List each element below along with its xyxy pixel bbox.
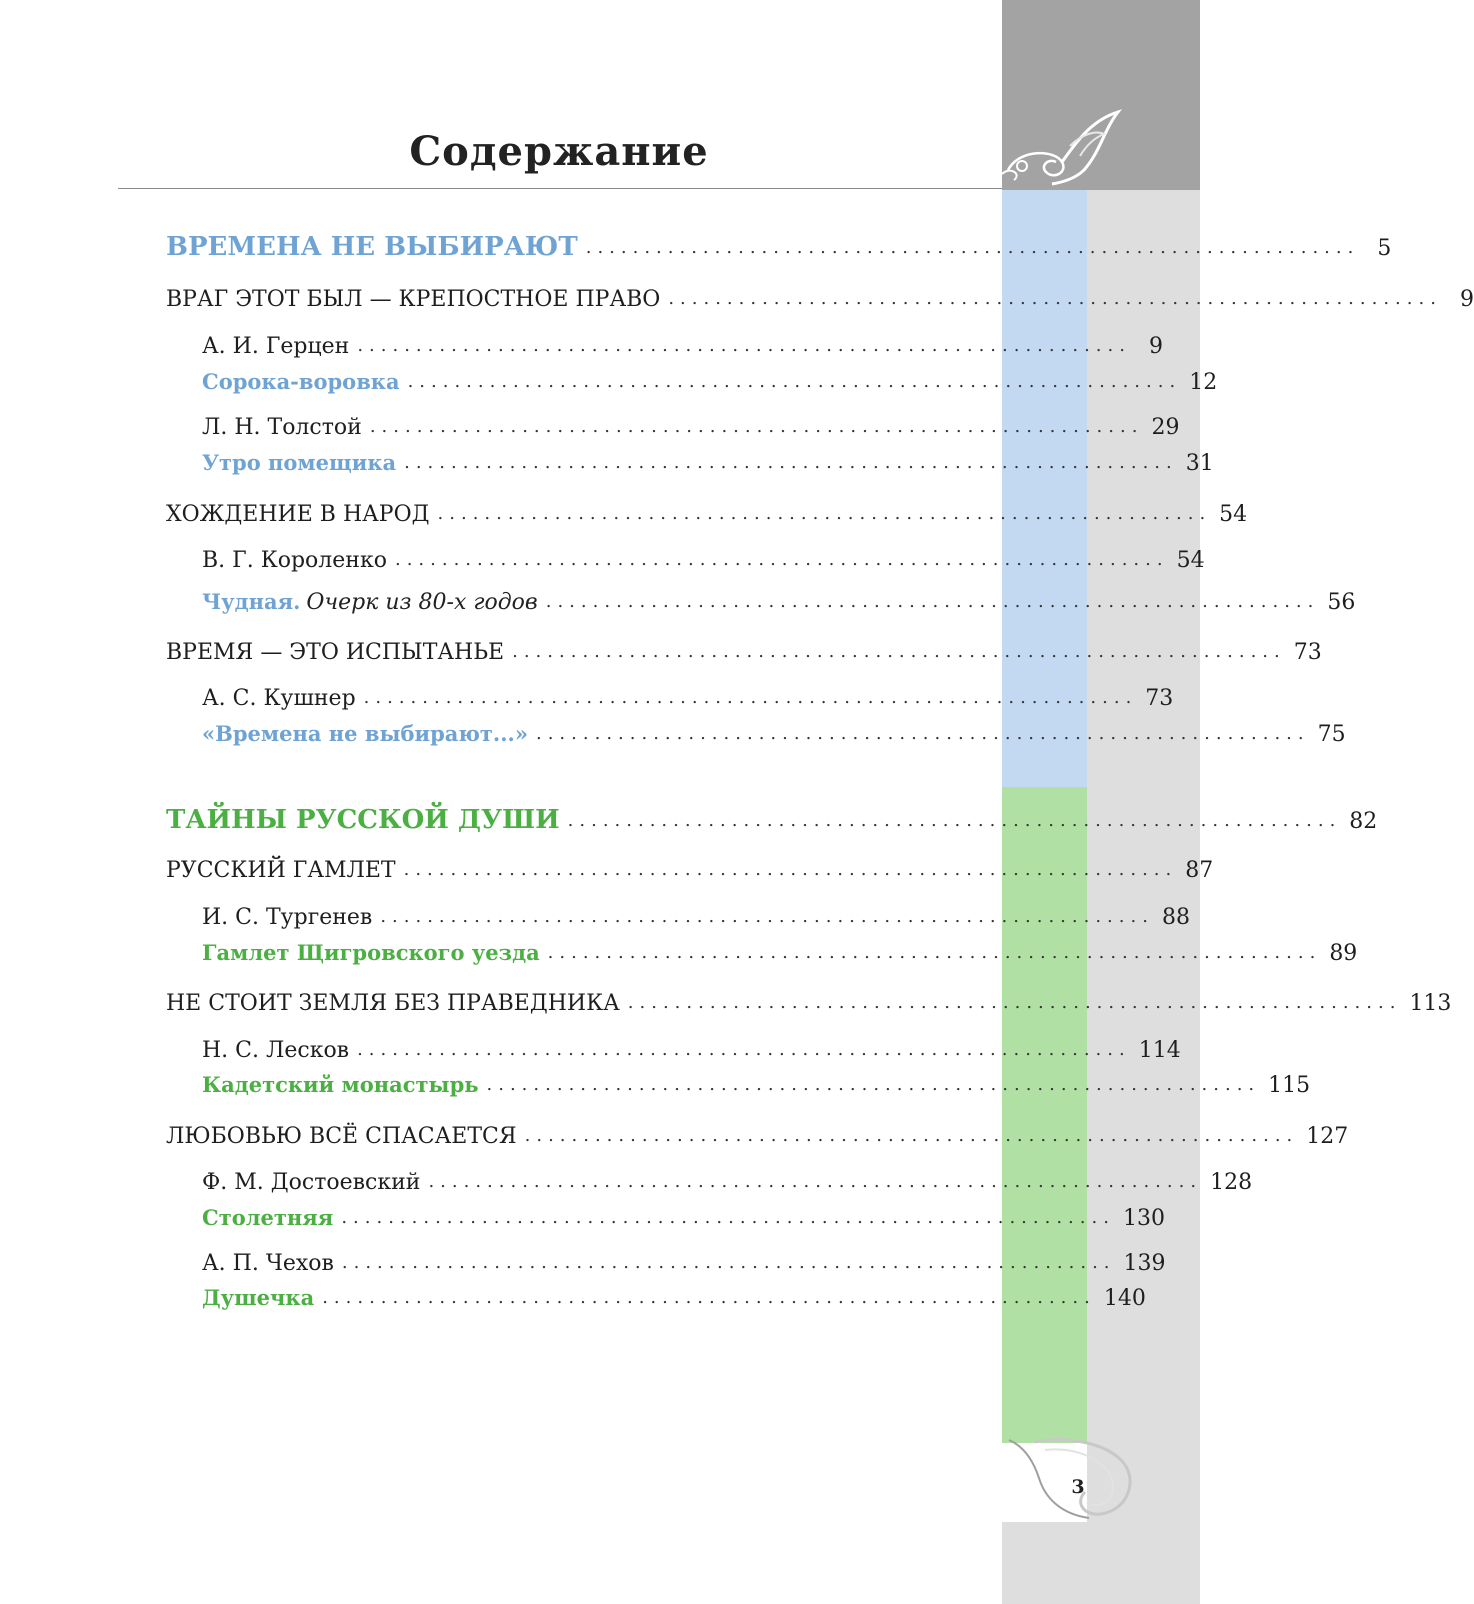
toc-entry-title: «Времена не выбирают...» [202,721,528,746]
leader-dots: .................................................................. [428,1171,1203,1192]
toc-author[interactable] [202,548,1205,580]
toc-work[interactable] [202,369,1218,401]
toc-entry-title: Н. С. Лесков [202,1038,350,1063]
toc-entry-title: НЕ СТОИТ ЗЕМЛЯ БЕЗ ПРАВЕДНИКА [166,991,620,1016]
toc-page-number: 54 [1219,502,1248,527]
toc-entry-title: ВРЕМЕНА НЕ ВЫБИРАЮТ [166,232,578,262]
toc-chapter[interactable] [166,502,1248,534]
toc-page-number: 128 [1210,1170,1253,1195]
toc-page-number: 82 [1349,809,1378,834]
toc-page-number: 139 [1123,1251,1166,1276]
toc-page-number: 73 [1145,686,1174,711]
toc-entry-title: Чудная. [202,589,301,614]
leader-dots: .................................................................. [437,503,1212,524]
toc-work[interactable] [202,1205,1165,1237]
toc-chapter[interactable] [166,858,1214,890]
leader-dots: .................................................................. [369,416,1144,437]
toc-page-number: 29 [1151,415,1180,440]
toc-author[interactable] [202,905,1190,937]
leader-dots: .................................................................. [341,1207,1115,1228]
toc-author[interactable] [202,686,1174,718]
toc-page-number: 73 [1293,640,1322,665]
toc-page-number: 56 [1327,590,1356,615]
toc-author[interactable] [202,1170,1253,1202]
leader-dots: .................................................................. [357,335,1131,356]
toc-work[interactable] [202,940,1358,972]
toc-entry-title: Сорока-воровка [202,369,400,394]
toc-work[interactable] [202,589,1356,621]
toc-page-number: 140 [1103,1286,1146,1311]
toc-entry-title: А. С. Кушнер [202,686,356,711]
leader-dots: .................................................................. [407,371,1182,392]
toc-page-number: 9 [1459,287,1474,312]
toc-work[interactable] [202,721,1346,753]
toc-entry-title: ХОЖДЕНИЕ В НАРОД [166,502,430,527]
toc-work[interactable] [202,450,1214,482]
band-section-two [1002,787,1087,1443]
toc-work[interactable] [202,1072,1311,1104]
toc-entry-title: И. С. Тургенев [202,905,373,930]
leader-dots: .................................................................. [524,1125,1299,1146]
leader-dots: .................................................................. [545,591,1320,612]
toc-entry-title: Столетняя [202,1205,334,1230]
toc-entry-title: Л. Н. Толстой [202,415,362,440]
toc-page-number: 88 [1161,905,1190,930]
leader-dots: .................................................................. [547,942,1322,963]
toc-entry-title: Гамлет Щигровского уезда [202,940,540,965]
toc-entry-title: Душечка [202,1285,315,1310]
toc-author[interactable] [202,415,1180,447]
toc-part-heading[interactable] [166,232,1392,264]
toc-entry-title: ТАЙНЫ РУССКОЙ ДУШИ [166,805,560,835]
toc-page-number: 87 [1185,858,1214,883]
leader-dots: .................................................................. [535,723,1310,744]
leader-dots: .................................................................. [380,906,1154,927]
toc-entry-title: В. Г. Короленко [202,548,387,573]
toc-author[interactable] [202,1251,1166,1283]
page-number: 3 [1071,1476,1085,1498]
toc-page-number: 113 [1409,991,1452,1016]
leader-dots: .................................................................. [394,549,1169,570]
leader-dots: .................................................................. [585,237,1360,258]
toc-chapter[interactable] [166,991,1452,1023]
leader-dots: .................................................................. [486,1074,1261,1095]
toc-entry-title: Ф. М. Достоевский [202,1170,421,1195]
toc-author[interactable] [202,334,1163,366]
toc-page-number: 130 [1122,1206,1165,1231]
leader-dots: .................................................................. [403,859,1178,880]
toc-part-heading[interactable] [166,805,1378,837]
toc-entry-subtitle: Очерк из 80-х годов [306,590,538,615]
toc-entry-title: А. П. Чехов [202,1251,334,1276]
toc-entry-title: РУССКИЙ ГАМЛЕТ [166,858,396,883]
toc-entry-title: ВРЕМЯ — ЭТО ИСПЫТАНЬЕ [166,640,505,665]
toc-chapter[interactable] [166,640,1322,672]
leader-dots: .................................................................. [512,641,1286,662]
toc-page-number: 31 [1185,451,1214,476]
leader-dots: .................................................................. [341,1252,1116,1273]
toc-chapter[interactable] [166,287,1474,319]
leader-dots: .................................................................. [322,1287,1096,1308]
toc-page-number: 114 [1138,1038,1181,1063]
leader-dots: .................................................................. [567,810,1342,831]
toc-entry-title: А. И. Герцен [202,334,350,359]
toc-entry-title: ВРАГ ЭТОТ БЫЛ — КРЕПОСТНОЕ ПРАВО [166,287,661,312]
leader-dots: .................................................................. [627,992,1402,1013]
leader-dots: .................................................................. [363,687,1138,708]
page-title: Содержание [409,128,709,175]
toc-entry-title: Кадетский монастырь [202,1072,479,1097]
toc-page-number: 54 [1176,548,1205,573]
toc-entry-title: ЛЮБОВЬЮ ВСЁ СПАСАЕТСЯ [166,1124,517,1149]
toc-page-number: 5 [1377,236,1392,261]
leader-dots: .................................................................. [668,288,1442,309]
leader-dots: .................................................................. [404,452,1178,473]
toc-page-number: 115 [1268,1073,1311,1098]
toc-page-number: 127 [1306,1124,1349,1149]
toc-author[interactable] [202,1038,1181,1070]
toc-page-number: 89 [1329,941,1358,966]
swirl-ornament-icon [1000,100,1130,190]
band-bottom-gray [1002,1522,1200,1604]
toc-chapter[interactable] [166,1124,1349,1156]
toc-page-number: 12 [1189,370,1218,395]
toc-entry-title: Утро помещика [202,450,397,475]
toc-work[interactable] [202,1285,1146,1317]
toc-page-number: 75 [1317,722,1346,747]
toc-page-number: 9 [1148,334,1163,359]
leader-dots: .................................................................. [357,1039,1131,1060]
